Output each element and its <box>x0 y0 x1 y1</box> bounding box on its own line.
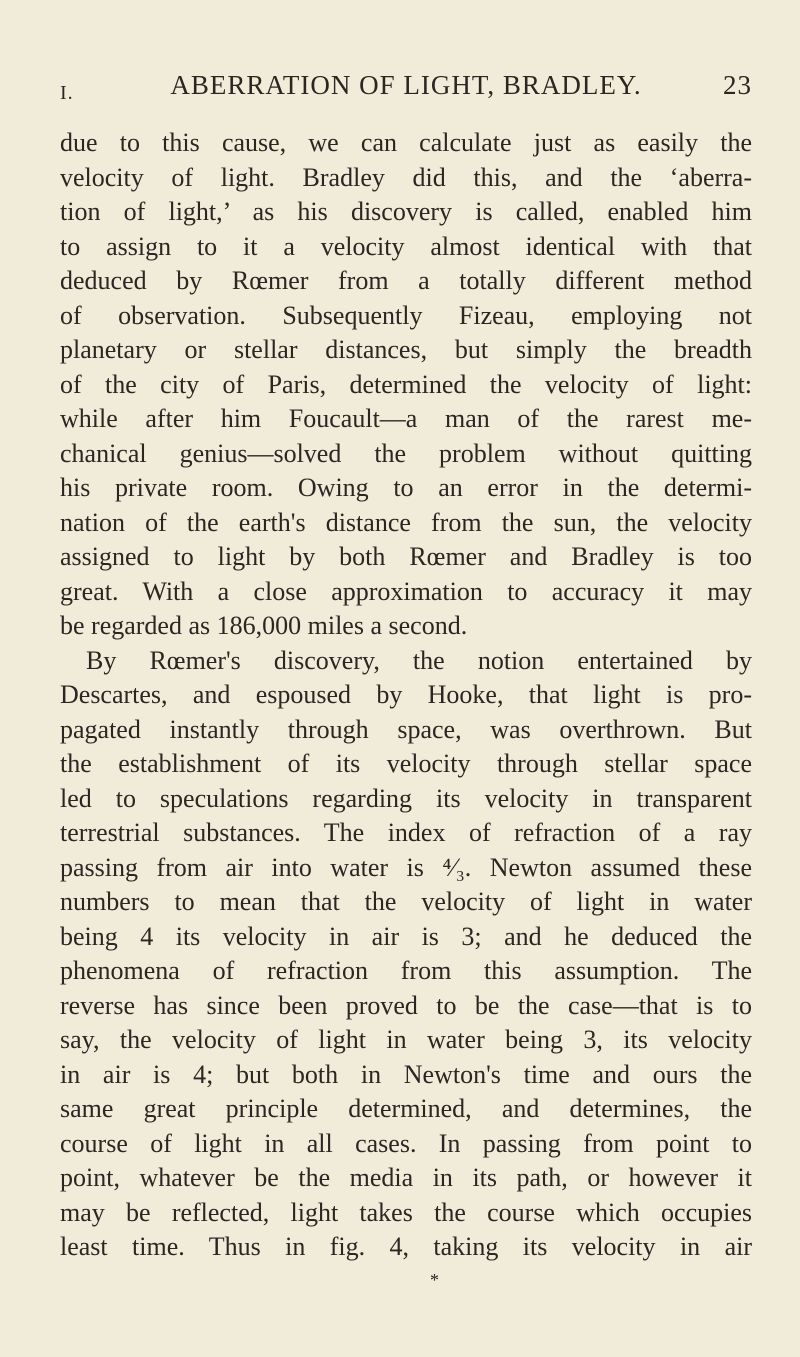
text-line: be regarded as 186,000 miles a second. <box>60 611 468 640</box>
text-line: say, the velocity of light in water being 3, its velocity <box>60 1025 752 1054</box>
text-line: the establishment of its velocity through stellar space <box>60 749 752 778</box>
text-line: Descartes, and espoused by Hooke, that light is pro- <box>60 680 752 709</box>
text-line: pagated instantly through space, was overthrown. But <box>60 714 752 744</box>
text-line: point, whatever be the media in its path, or however it <box>60 1163 752 1192</box>
text-line: deduced by Rœmer from a totally different method <box>60 266 752 295</box>
text-line: due to this cause, we can calculate just as easily the <box>60 128 752 157</box>
text-line: of observation. Subsequently Fizeau, employing not <box>60 300 752 330</box>
text-line: numbers to mean that the velocity of light in water <box>60 887 752 916</box>
body-text <box>60 126 752 1265</box>
text-line: reverse has since been proved to be the case—that is to <box>60 990 752 1020</box>
text-line: phenomena of refraction from this assumption. The <box>60 956 752 985</box>
signature-mark: * <box>430 1270 439 1290</box>
text-line: nation of the earth's distance from the sun, the velocity <box>60 507 752 537</box>
text-line: chanical genius—solved the problem without quitting <box>60 438 752 468</box>
text-line: tion of light,’ as his discovery is called, enabled him <box>60 197 752 226</box>
text-line: terrestrial substances. The index of refraction of a ray <box>60 818 752 847</box>
text-line: to assign to it a velocity almost identical with that <box>60 231 752 261</box>
text-line: being 4 its velocity in air is 3; and he deduced the <box>60 921 752 951</box>
text-line: of the city of Paris, determined the velocity of light: <box>60 369 752 399</box>
text-line: course of light in all cases. In passing from point to <box>60 1128 752 1158</box>
text-line: assigned to light by both Rœmer and Bradley is too <box>60 542 752 571</box>
text-line: least time. Thus in fig. 4, taking its velocity in air <box>60 1232 752 1261</box>
text-line: may be reflected, light takes the course which occupies <box>60 1197 752 1227</box>
text-line: in air is 4; but both in Newton's time and ours the <box>60 1059 752 1089</box>
text-line: velocity of light. Bradley did this, and the ‘aberra- <box>60 162 752 192</box>
running-title: ABERRATION OF LIGHT, BRADLEY. <box>170 70 642 100</box>
text-line: planetary or stellar distances, but simply the breadth <box>60 335 752 364</box>
page-number: 23 <box>723 70 752 100</box>
text-line: great. With a close approximation to accuracy it may <box>60 576 752 606</box>
text-line: while after him Foucault—a man of the rarest me- <box>60 404 752 433</box>
chapter-mark: I. <box>60 82 74 104</box>
page-header <box>60 70 752 110</box>
text-line: led to speculations regarding its velocity in transparent <box>60 783 752 813</box>
text-line: same great principle determined, and determines, the <box>60 1094 752 1123</box>
text-line: By Rœmer's discovery, the notion entertained by <box>86 645 752 675</box>
text-line: passing from air into water is ⁴⁄₃. Newton assumed these <box>60 852 752 882</box>
text-line: his private room. Owing to an error in the determi- <box>60 473 752 502</box>
